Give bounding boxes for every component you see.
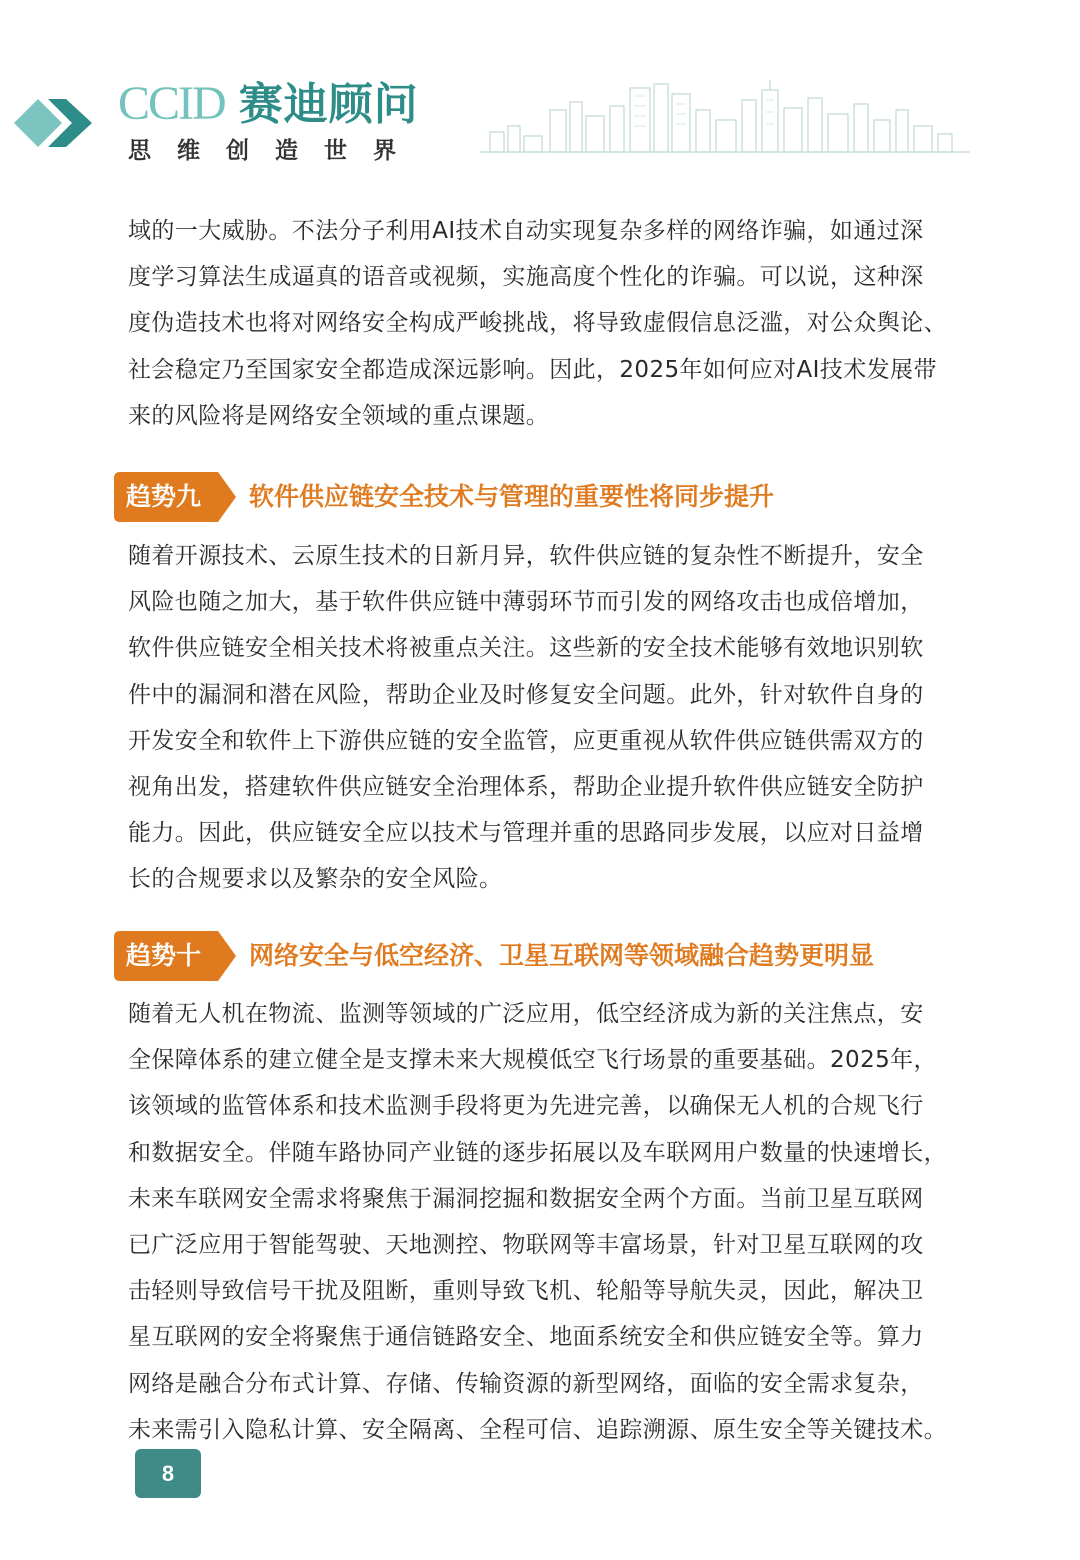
text-line: 社会稳定乃至国家安全都造成深远影响。因此，2025年如何应对AI技术发展带 <box>128 356 937 383</box>
text-line: 网络是融合分布式计算、存储、传输资源的新型网络，面临的安全需求复杂， <box>128 1370 924 1397</box>
page-header <box>0 0 1080 175</box>
section-badge <box>114 931 234 981</box>
double-chevron-diamond-icon <box>14 92 104 154</box>
text-line: 视角出发，搭建软件供应链安全治理体系，帮助企业提升软件供应链安全防护 <box>128 774 924 801</box>
text-line: 随着无人机在物流、监测等领域的广泛应用，低空经济成为新的关注焦点，安 <box>128 1001 924 1027</box>
text-line: 该领域的监管体系和技术监测手段将更为先进完善，以确保无人机的合规飞行 <box>128 1093 924 1120</box>
brand-latin: CCID <box>118 77 225 130</box>
text-line: 随着开源技术、云原生技术的日新月异，软件供应链的复杂性不断提升，安全 <box>128 543 924 569</box>
section-paragraph-trend-10 <box>128 991 968 1453</box>
text-line: 全保障体系的建立健全是支撑未来大规模低空飞行场景的重要基础。2025年， <box>128 1047 937 1074</box>
city-skyline-icon <box>480 80 970 160</box>
intro-paragraph <box>128 208 968 439</box>
text-line: 件中的漏洞和潜在风险，帮助企业及时修复安全问题。此外，针对软件自身的 <box>128 681 924 708</box>
text-line: 星互联网的安全将聚焦于通信链路安全、地面系统安全和供应链安全等。算力 <box>128 1324 924 1351</box>
text-line: 来的风险将是网络安全领域的重点课题。 <box>128 402 550 429</box>
section-title: 网络安全与低空经济、卫星互联网等领域融合趋势更明显 <box>249 941 875 970</box>
text-line: 已广泛应用于智能驾驶、天地测控、物联网等丰富场景，针对卫星互联网的攻 <box>128 1232 924 1259</box>
text-line: 度伪造技术也将对网络安全构成严峻挑战，将导致虚假信息泛滥，对公众舆论、 <box>128 310 947 337</box>
text-line: 开发安全和软件上下游供应链的安全监管，应更重视从软件供应链供需双方的 <box>128 727 924 754</box>
section-badge-label: 趋势九 <box>126 482 202 511</box>
text-line: 风险也随之加大，基于软件供应链中薄弱环节而引发的网络攻击也成倍增加， <box>128 589 924 616</box>
text-line: 度学习算法生成逼真的语音或视频，实施高度个性化的诈骗。可以说，这种深 <box>128 264 924 291</box>
text-line: 击轻则导致信号干扰及阻断，重则导致飞机、轮船等导航失灵，因此，解决卫 <box>128 1278 924 1305</box>
brand-chinese: 赛迪顾问 <box>238 79 419 130</box>
text-line: 软件供应链安全相关技术将被重点关注。这些新的安全技术能够有效地识别软 <box>128 635 924 662</box>
text-line: 和数据安全。伴随车路协同产业链的逐步拓展以及车联网用户数量的快速增长， <box>128 1139 947 1166</box>
brand-logo <box>118 77 419 130</box>
section-badge-label: 趋势十 <box>126 941 202 970</box>
page-number: 8 <box>135 1449 201 1498</box>
section-paragraph-trend-9 <box>128 533 968 903</box>
text-line: 未来车联网安全需求将聚焦于漏洞挖掘和数据安全两个方面。当前卫星互联网 <box>128 1185 924 1212</box>
section-badge <box>114 472 234 522</box>
section-title: 软件供应链安全技术与管理的重要性将同步提升 <box>249 482 775 511</box>
text-line: 未来需引入隐私计算、安全隔离、全程可信、追踪溯源、原生安全等关键技术。 <box>128 1416 947 1443</box>
text-line: 域的一大威胁。不法分子利用AI技术自动实现复杂多样的网络诈骗，如通过深 <box>128 218 924 244</box>
brand-tagline: 思维创造世界 <box>128 137 422 164</box>
text-line: 能力。因此，供应链安全应以技术与管理并重的思路同步发展，以应对日益增 <box>128 820 924 847</box>
text-line: 长的合规要求以及繁杂的安全风险。 <box>128 866 503 893</box>
